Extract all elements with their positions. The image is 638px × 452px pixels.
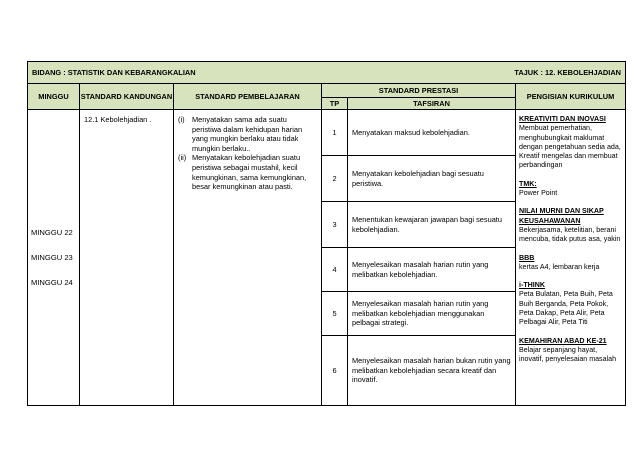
pengisian-block — [519, 281, 622, 327]
minggu-23: MINGGU 23 — [31, 252, 73, 262]
sp-item-text: Menyatakan sama ada suatu peristiwa dalam kehidupan harian yang mungkin berlaku atau tidak mungkin berlaku.. — [192, 115, 303, 153]
minggu-22: MINGGU 22 — [31, 227, 73, 237]
pengisian-heading: BBB — [519, 253, 535, 262]
pengisian-heading: NILAI MURNI DAN SIKAP KEUSAHAWANAN — [519, 207, 604, 225]
pengisian-body: Bekerjasama, ketelitian, berani mencuba, tidak putus asa, yakin — [519, 225, 621, 244]
pengisian-kurikulum-cell — [516, 110, 626, 406]
minggu-24: MINGGU 24 — [31, 277, 73, 287]
sp-item-number: (ii) — [178, 153, 187, 163]
standard-kandungan-text: 12.1 Kebolehjadian . — [84, 115, 152, 124]
tp-6: 6 — [322, 336, 348, 406]
tp-2: 2 — [322, 156, 348, 202]
pengisian-heading: KREATIVITI DAN INOVASI — [519, 115, 606, 123]
standard-kandungan-cell — [80, 110, 174, 406]
sp-item — [178, 115, 317, 153]
header-standard-pembelajaran: STANDARD PEMBELAJARAN — [174, 84, 322, 110]
tafsiran-4: Menyelesaikan masalah harian rutin yang melibatkan kebolehjadian. — [348, 248, 516, 292]
pengisian-body: Power Point — [519, 189, 558, 198]
tp-5: 5 — [322, 292, 348, 336]
tafsiran-2: Menyatakan kebolehjadian bagi sesuatu peristiwa. — [348, 156, 516, 202]
title-bar — [28, 62, 626, 84]
pengisian-heading: i-THINK — [519, 281, 546, 290]
sp-item-text: Menyatakan kebolehjadian suatu peristiwa sebagai mustahil, kecil kemungkinan, sama kemungkinan, besar kemungkinan atau pasti. — [192, 153, 307, 192]
tp-3: 3 — [322, 202, 348, 248]
header-tp: TP — [322, 98, 348, 110]
standard-pembelajaran-cell — [174, 110, 322, 406]
tafsiran-3: Menentukan kewajaran jawapan bagi sesuatu kebolehjadian. — [348, 202, 516, 248]
tp-4: 4 — [322, 248, 348, 292]
minggu-cell — [28, 110, 80, 406]
header-tafsiran: TAFSIRAN — [348, 98, 516, 110]
pengisian-body: Membuat pemerhatian, menghubungkait maklumat dengan pengetahuan sedia ada, Kreatif mengelas dan membuat perbandingan — [519, 124, 621, 170]
header-standard-prestasi: STANDARD PRESTASI — [322, 84, 516, 98]
tajuk-title: TAJUK : 12. KEBOLEHJADIAN — [514, 67, 621, 77]
header-standard-kandungan: STANDARD KANDUNGAN — [80, 84, 174, 110]
pengisian-heading: KEMAHIRAN ABAD KE-21 — [519, 336, 607, 345]
tafsiran-6: Menyelesaikan masalah harian bukan rutin yang melibatkan kebolehjadian secara kreatif dan inovatif. — [348, 336, 516, 406]
pengisian-block — [519, 180, 622, 199]
sp-item — [178, 153, 317, 191]
pengisian-heading: TMK: — [519, 179, 537, 188]
pengisian-body: Peta Bulatan, Peta Buih, Peta Buih Berganda, Peta Pokok, Peta Dakap, Peta Alir, Peta Pelbagai Alir, Peta Titi — [519, 290, 613, 327]
header-minggu: MINGGU — [28, 84, 80, 110]
header-pengisian-kurikulum: PENGISIAN KURIKULUM — [516, 84, 626, 110]
lesson-plan-table — [27, 61, 626, 406]
pengisian-block — [519, 115, 622, 171]
pengisian-block — [519, 337, 622, 365]
pengisian-body: Belajar sepanjang hayat, inovatif, penyelesaian masalah — [519, 345, 617, 364]
tafsiran-5: Menyelesaikan masalah harian rutin yang melibatkan kebolehjadian menggunakan pelbagai strategi. — [348, 292, 516, 336]
tp-1: 1 — [322, 110, 348, 156]
tafsiran-1: Menyatakan maksud kebolehjadian. — [348, 110, 516, 156]
pengisian-block — [519, 207, 622, 244]
bidang-title: BIDANG : STATISTIK DAN KEBARANGKALIAN — [32, 67, 196, 77]
pengisian-block — [519, 254, 622, 273]
pengisian-body: kertas A4, lembaran kerja — [519, 262, 600, 271]
sp-item-number: (i) — [178, 115, 185, 124]
